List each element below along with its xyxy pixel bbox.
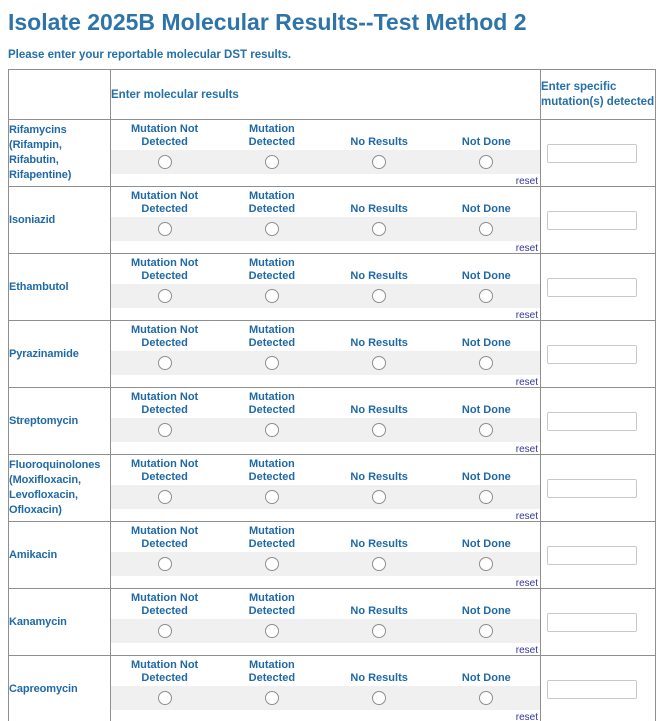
option-labels	[111, 321, 540, 351]
option-label-mutation-detected: Mutation Detected	[248, 190, 296, 215]
molecular-results-cell	[111, 321, 541, 388]
option-label-mutation-not-detected: Mutation Not Detected	[131, 525, 199, 550]
table-row	[9, 522, 656, 589]
table-row	[9, 589, 656, 656]
radio-strip	[111, 351, 540, 375]
reset-line	[111, 308, 540, 320]
radio-no-results[interactable]	[372, 356, 386, 370]
option-label-not-done: Not Done	[461, 203, 511, 215]
mutation-input[interactable]	[547, 144, 637, 163]
reset-link[interactable]: reset	[515, 176, 538, 187]
molecular-results-cell	[111, 455, 541, 522]
radio-cell	[326, 691, 433, 705]
option-labels	[111, 187, 540, 217]
radio-cell	[218, 289, 325, 303]
drug-name: Capreomycin	[9, 656, 111, 721]
radio-strip	[111, 485, 540, 509]
radio-cell	[326, 557, 433, 571]
radio-cell	[218, 557, 325, 571]
header-empty-cell	[9, 70, 111, 120]
table-row	[9, 187, 656, 254]
radio-strip	[111, 150, 540, 174]
header-molecular-results: Enter molecular results	[111, 70, 541, 120]
table-row	[9, 321, 656, 388]
radio-mutation-detected[interactable]	[265, 691, 279, 705]
radio-cell	[433, 691, 540, 705]
reset-line	[111, 174, 540, 186]
mutation-input[interactable]	[547, 412, 637, 431]
radio-not-done[interactable]	[479, 624, 493, 638]
radio-no-results[interactable]	[372, 557, 386, 571]
header-specific-mutations: Enter specific mutation(s) detected	[541, 70, 656, 120]
mutation-cell	[541, 455, 656, 522]
option-label-mutation-detected: Mutation Detected	[248, 592, 296, 617]
reset-link[interactable]: reset	[515, 243, 538, 254]
option-label-no-results: No Results	[350, 672, 408, 684]
option-label-mutation-detected: Mutation Detected	[248, 391, 296, 416]
mutation-cell	[541, 388, 656, 455]
radio-cell	[326, 356, 433, 370]
radio-cell	[218, 624, 325, 638]
radio-mutation-not-detected[interactable]	[158, 490, 172, 504]
mutation-input[interactable]	[547, 613, 637, 632]
reset-link[interactable]: reset	[515, 712, 538, 721]
mutation-cell	[541, 522, 656, 589]
option-label-mutation-not-detected: Mutation Not Detected	[131, 391, 199, 416]
table-row	[9, 455, 656, 522]
radio-mutation-detected[interactable]	[265, 356, 279, 370]
radio-cell	[433, 490, 540, 504]
mutation-input[interactable]	[547, 345, 637, 364]
radio-cell	[111, 289, 218, 303]
option-label-mutation-not-detected: Mutation Not Detected	[131, 190, 199, 215]
radio-mutation-not-detected[interactable]	[158, 289, 172, 303]
molecular-results-cell	[111, 120, 541, 187]
option-label-mutation-detected: Mutation Detected	[248, 123, 296, 148]
reset-line	[111, 241, 540, 253]
option-label-no-results: No Results	[350, 471, 408, 483]
reset-link[interactable]: reset	[515, 310, 538, 321]
radio-cell	[433, 557, 540, 571]
radio-cell	[111, 356, 218, 370]
radio-cell	[433, 289, 540, 303]
reset-line	[111, 710, 540, 721]
option-labels	[111, 120, 540, 150]
radio-no-results[interactable]	[372, 423, 386, 437]
option-label-mutation-detected: Mutation Detected	[248, 525, 296, 550]
table-row	[9, 388, 656, 455]
radio-cell	[218, 222, 325, 236]
radio-cell	[218, 155, 325, 169]
option-label-not-done: Not Done	[461, 538, 511, 550]
radio-mutation-detected[interactable]	[265, 557, 279, 571]
radio-mutation-detected[interactable]	[265, 490, 279, 504]
radio-not-done[interactable]	[479, 222, 493, 236]
radio-cell	[111, 557, 218, 571]
radio-cell	[433, 624, 540, 638]
radio-cell	[218, 423, 325, 437]
radio-not-done[interactable]	[479, 490, 493, 504]
mutation-cell	[541, 656, 656, 721]
radio-not-done[interactable]	[479, 289, 493, 303]
option-labels	[111, 388, 540, 418]
molecular-results-table	[8, 69, 656, 721]
page	[0, 9, 661, 721]
option-label-not-done: Not Done	[461, 471, 511, 483]
option-label-not-done: Not Done	[461, 605, 511, 617]
table-header-row	[9, 70, 656, 120]
radio-mutation-not-detected[interactable]	[158, 356, 172, 370]
mutation-cell	[541, 589, 656, 656]
radio-mutation-detected[interactable]	[265, 289, 279, 303]
option-label-mutation-not-detected: Mutation Not Detected	[131, 592, 199, 617]
reset-link[interactable]: reset	[515, 511, 538, 522]
page-title: Isolate 2025B Molecular Results--Test Method 2	[8, 9, 527, 35]
radio-no-results[interactable]	[372, 222, 386, 236]
reset-link[interactable]: reset	[515, 645, 538, 656]
molecular-results-cell	[111, 589, 541, 656]
reset-line	[111, 509, 540, 521]
table-row	[9, 254, 656, 321]
radio-cell	[326, 222, 433, 236]
option-labels	[111, 656, 540, 686]
mutation-input[interactable]	[547, 211, 637, 230]
radio-strip	[111, 284, 540, 308]
radio-no-results[interactable]	[372, 691, 386, 705]
reset-link[interactable]: reset	[515, 578, 538, 589]
radio-cell	[111, 490, 218, 504]
mutation-input[interactable]	[547, 680, 637, 699]
radio-cell	[111, 624, 218, 638]
option-label-mutation-detected: Mutation Detected	[248, 659, 296, 684]
mutation-cell	[541, 254, 656, 321]
page-subtitle: Please enter your reportable molecular DST results.	[8, 49, 292, 61]
molecular-results-cell	[111, 388, 541, 455]
option-labels	[111, 254, 540, 284]
radio-not-done[interactable]	[479, 356, 493, 370]
radio-cell	[218, 691, 325, 705]
table-row	[9, 120, 656, 187]
drug-name: Ethambutol	[9, 254, 111, 321]
radio-not-done[interactable]	[479, 155, 493, 169]
option-label-not-done: Not Done	[461, 270, 511, 282]
drug-name: Amikacin	[9, 522, 111, 589]
option-label-mutation-detected: Mutation Detected	[248, 257, 296, 282]
radio-mutation-not-detected[interactable]	[158, 155, 172, 169]
drug-name: Isoniazid	[9, 187, 111, 254]
radio-strip	[111, 418, 540, 442]
option-label-mutation-detected: Mutation Detected	[248, 458, 296, 483]
radio-cell	[111, 222, 218, 236]
radio-cell	[218, 490, 325, 504]
reset-line	[111, 375, 540, 387]
option-label-mutation-not-detected: Mutation Not Detected	[131, 659, 199, 684]
radio-cell	[326, 490, 433, 504]
option-label-no-results: No Results	[350, 538, 408, 550]
radio-strip	[111, 552, 540, 576]
mutation-input[interactable]	[547, 278, 637, 297]
molecular-results-cell	[111, 254, 541, 321]
molecular-results-cell	[111, 187, 541, 254]
drug-name: Rifamycins (Rifampin, Rifabutin, Rifapentine)	[9, 120, 111, 187]
option-labels	[111, 589, 540, 619]
molecular-results-cell	[111, 522, 541, 589]
radio-cell	[326, 624, 433, 638]
option-label-mutation-not-detected: Mutation Not Detected	[131, 324, 199, 349]
radio-cell	[218, 356, 325, 370]
reset-link[interactable]: reset	[515, 377, 538, 388]
option-label-mutation-not-detected: Mutation Not Detected	[131, 458, 199, 483]
radio-cell	[433, 155, 540, 169]
radio-mutation-not-detected[interactable]	[158, 222, 172, 236]
radio-not-done[interactable]	[479, 691, 493, 705]
radio-mutation-detected[interactable]	[265, 423, 279, 437]
radio-mutation-detected[interactable]	[265, 624, 279, 638]
radio-cell	[326, 423, 433, 437]
radio-cell	[111, 155, 218, 169]
drug-name: Kanamycin	[9, 589, 111, 656]
radio-mutation-not-detected[interactable]	[158, 691, 172, 705]
option-label-no-results: No Results	[350, 203, 408, 215]
radio-cell	[433, 222, 540, 236]
radio-cell	[111, 423, 218, 437]
radio-mutation-not-detected[interactable]	[158, 423, 172, 437]
radio-no-results[interactable]	[372, 155, 386, 169]
reset-line	[111, 576, 540, 588]
option-label-no-results: No Results	[350, 605, 408, 617]
radio-mutation-detected[interactable]	[265, 155, 279, 169]
mutation-input[interactable]	[547, 546, 637, 565]
radio-cell	[326, 289, 433, 303]
option-label-mutation-not-detected: Mutation Not Detected	[131, 257, 199, 282]
option-label-no-results: No Results	[350, 337, 408, 349]
drug-name: Fluoroquinolones (Moxifloxacin, Levofloxacin, Ofloxacin)	[9, 455, 111, 522]
option-label-not-done: Not Done	[461, 136, 511, 148]
radio-not-done[interactable]	[479, 423, 493, 437]
table-row	[9, 656, 656, 721]
radio-no-results[interactable]	[372, 490, 386, 504]
radio-strip	[111, 619, 540, 643]
reset-line	[111, 442, 540, 454]
option-label-mutation-detected: Mutation Detected	[248, 324, 296, 349]
reset-line	[111, 643, 540, 655]
radio-mutation-detected[interactable]	[265, 222, 279, 236]
radio-strip	[111, 686, 540, 710]
radio-not-done[interactable]	[479, 557, 493, 571]
molecular-results-cell	[111, 656, 541, 721]
radio-cell	[326, 155, 433, 169]
drug-name: Pyrazinamide	[9, 321, 111, 388]
option-label-no-results: No Results	[350, 404, 408, 416]
mutation-cell	[541, 321, 656, 388]
reset-link[interactable]: reset	[515, 444, 538, 455]
radio-no-results[interactable]	[372, 289, 386, 303]
radio-strip	[111, 217, 540, 241]
radio-cell	[433, 356, 540, 370]
option-label-not-done: Not Done	[461, 404, 511, 416]
radio-no-results[interactable]	[372, 624, 386, 638]
radio-cell	[111, 691, 218, 705]
option-label-not-done: Not Done	[461, 337, 511, 349]
option-label-no-results: No Results	[350, 136, 408, 148]
mutation-cell	[541, 120, 656, 187]
radio-mutation-not-detected[interactable]	[158, 557, 172, 571]
radio-cell	[433, 423, 540, 437]
drug-name: Streptomycin	[9, 388, 111, 455]
option-label-no-results: No Results	[350, 270, 408, 282]
mutation-input[interactable]	[547, 479, 637, 498]
option-label-mutation-not-detected: Mutation Not Detected	[131, 123, 199, 148]
option-labels	[111, 455, 540, 485]
radio-mutation-not-detected[interactable]	[158, 624, 172, 638]
option-label-not-done: Not Done	[461, 672, 511, 684]
option-labels	[111, 522, 540, 552]
mutation-cell	[541, 187, 656, 254]
